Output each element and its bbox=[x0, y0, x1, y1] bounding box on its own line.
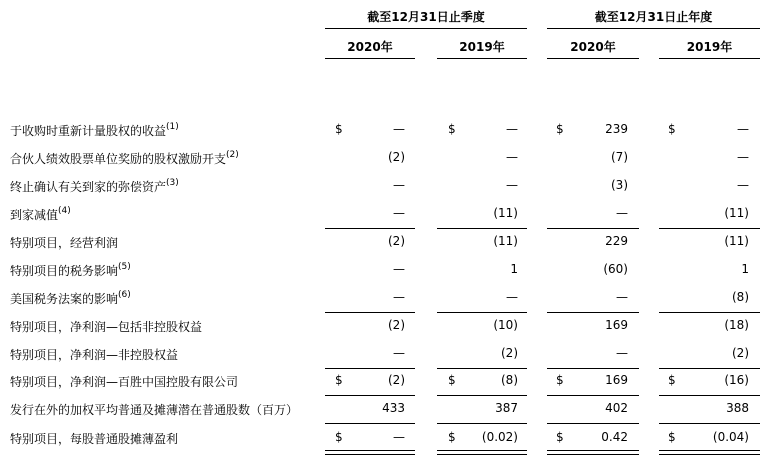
currency-symbol: $ bbox=[448, 373, 456, 387]
column-header-y-2019-rule bbox=[659, 58, 760, 59]
table-cell-value: 239 bbox=[605, 122, 628, 136]
subtotal-rule bbox=[659, 395, 760, 396]
column-header-y-2020-rule bbox=[547, 58, 639, 59]
table-cell-value: (8) bbox=[732, 290, 749, 304]
currency-symbol: $ bbox=[335, 430, 343, 444]
footnote-ref: (3) bbox=[166, 178, 179, 188]
row-label bbox=[10, 262, 131, 279]
table-cell-value: (2) bbox=[388, 234, 405, 248]
subtotal-rule bbox=[437, 312, 527, 313]
table-cell-value: (2) bbox=[388, 150, 405, 164]
table-cell-value: (18) bbox=[724, 318, 749, 332]
table-cell-value: — bbox=[506, 122, 518, 136]
subtotal-rule bbox=[547, 395, 639, 396]
table-cell-value: (2) bbox=[388, 373, 405, 387]
table-cell-value: (2) bbox=[732, 346, 749, 360]
subtotal-rule bbox=[547, 368, 639, 369]
table-cell-value: (11) bbox=[724, 234, 749, 248]
column-header-q-2020: 2020年 bbox=[347, 40, 393, 54]
currency-symbol: $ bbox=[668, 373, 676, 387]
table-cell-value: — bbox=[737, 178, 749, 192]
column-header-y-2019: 2019年 bbox=[686, 40, 733, 54]
group-header-quarter: 截至12月31日止季度 bbox=[367, 10, 485, 24]
table-cell-value: (8) bbox=[501, 373, 518, 387]
table-cell-value: (2) bbox=[388, 318, 405, 332]
row-label-text: 特别项目的税务影响 bbox=[10, 264, 119, 278]
row-label bbox=[10, 122, 179, 139]
table-cell-value: — bbox=[506, 178, 518, 192]
currency-symbol: $ bbox=[448, 430, 456, 444]
table-cell-value: 1 bbox=[510, 262, 518, 276]
row-label-text: 到家减值 bbox=[10, 208, 59, 222]
currency-symbol: $ bbox=[335, 373, 343, 387]
currency-symbol: $ bbox=[556, 430, 564, 444]
row-label bbox=[10, 178, 179, 195]
subtotal-rule bbox=[325, 368, 415, 369]
table-cell-value: — bbox=[393, 346, 405, 360]
table-cell-value: — bbox=[616, 206, 628, 220]
row-label-text: 特别项目，净利润—百胜中国控股有限公司 bbox=[10, 375, 239, 389]
table-cell-value: 0.42 bbox=[601, 430, 628, 444]
subtotal-rule bbox=[325, 395, 415, 396]
table-cell-value: — bbox=[393, 206, 405, 220]
table-cell-value: — bbox=[737, 122, 749, 136]
table-cell-value: — bbox=[393, 178, 405, 192]
group-header-year: 截至12月31日止年度 bbox=[594, 10, 713, 24]
table-cell-value: 433 bbox=[382, 401, 405, 415]
table-cell-value: (11) bbox=[493, 234, 518, 248]
table-cell-value: 169 bbox=[605, 373, 628, 387]
subtotal-rule bbox=[325, 312, 415, 313]
table-cell-value: 388 bbox=[726, 401, 749, 415]
subtotal-rule bbox=[659, 228, 760, 229]
footnote-ref: (4) bbox=[58, 206, 71, 216]
currency-symbol: $ bbox=[668, 430, 676, 444]
column-header-q-2020-rule bbox=[325, 58, 415, 59]
subtotal-rule bbox=[659, 312, 760, 313]
table-cell-value: — bbox=[393, 122, 405, 136]
footnote-ref: (1) bbox=[166, 122, 179, 132]
row-label bbox=[10, 430, 178, 447]
subtotal-rule bbox=[547, 423, 639, 424]
currency-symbol: $ bbox=[556, 373, 564, 387]
subtotal-rule bbox=[325, 423, 415, 424]
row-label bbox=[10, 150, 239, 167]
row-label-text: 特别项目，净利润—非控股权益 bbox=[10, 348, 179, 362]
row-label bbox=[10, 401, 298, 418]
row-label-text: 美国税务法案的影响 bbox=[10, 292, 119, 306]
table-cell-value: 402 bbox=[605, 401, 628, 415]
row-label bbox=[10, 346, 178, 363]
footnote-ref: (6) bbox=[118, 290, 131, 300]
table-cell-value: (11) bbox=[724, 206, 749, 220]
row-label-text: 于收购时重新计量股权的收益 bbox=[10, 124, 167, 138]
footnote-ref: (2) bbox=[226, 150, 239, 160]
table-cell-value: (16) bbox=[724, 373, 749, 387]
subtotal-rule bbox=[437, 423, 527, 424]
table-cell-value: — bbox=[506, 150, 518, 164]
row-label bbox=[10, 318, 202, 335]
row-label-text: 特别项目，经营利润 bbox=[10, 236, 119, 250]
table-cell-value: — bbox=[737, 150, 749, 164]
table-cell-value: — bbox=[616, 290, 628, 304]
table-cell-value: (11) bbox=[493, 206, 518, 220]
row-label-text: 合伙人绩效股票单位奖励的股权激励开支 bbox=[10, 152, 227, 166]
subtotal-rule bbox=[437, 228, 527, 229]
column-header-q-2019-rule bbox=[437, 58, 527, 59]
table-cell-value: (3) bbox=[611, 178, 628, 192]
table-cell-value: (0.04) bbox=[712, 430, 749, 444]
table-cell-value: (60) bbox=[603, 262, 628, 276]
table-cell-value: 1 bbox=[741, 262, 749, 276]
row-label bbox=[10, 373, 238, 390]
row-label-text: 特别项目，净利润—包括非控股权益 bbox=[10, 320, 203, 334]
table-cell-value: 387 bbox=[495, 401, 518, 415]
total-double-rule bbox=[325, 450, 415, 455]
currency-symbol: $ bbox=[556, 122, 564, 136]
subtotal-rule bbox=[437, 395, 527, 396]
group-header-quarter-rule bbox=[325, 28, 527, 29]
table-cell-value: — bbox=[616, 346, 628, 360]
subtotal-rule bbox=[659, 368, 760, 369]
subtotal-rule bbox=[547, 228, 639, 229]
table-cell-value: — bbox=[393, 262, 405, 276]
row-label bbox=[10, 234, 118, 251]
table-cell-value: (7) bbox=[611, 150, 628, 164]
currency-symbol: $ bbox=[448, 122, 456, 136]
row-label bbox=[10, 206, 71, 223]
table-cell-value: 229 bbox=[605, 234, 628, 248]
total-double-rule bbox=[437, 450, 527, 455]
table-cell-value: — bbox=[393, 290, 405, 304]
currency-symbol: $ bbox=[668, 122, 676, 136]
total-double-rule bbox=[659, 450, 760, 455]
footnote-ref: (5) bbox=[118, 262, 131, 272]
group-header-year-rule bbox=[547, 28, 760, 29]
subtotal-rule bbox=[325, 228, 415, 229]
table-cell-value: — bbox=[393, 430, 405, 444]
total-double-rule bbox=[547, 450, 639, 455]
table-cell-value: 169 bbox=[605, 318, 628, 332]
table-cell-value: (10) bbox=[493, 318, 518, 332]
column-header-q-2019: 2019年 bbox=[459, 40, 505, 54]
table-cell-value: (2) bbox=[501, 346, 518, 360]
subtotal-rule bbox=[659, 423, 760, 424]
subtotal-rule bbox=[437, 368, 527, 369]
row-label-text: 特别项目，每股普通股摊薄盈利 bbox=[10, 432, 179, 446]
row-label-text: 发行在外的加权平均普通及摊薄潜在普通股数（百万） bbox=[10, 403, 299, 417]
subtotal-rule bbox=[547, 312, 639, 313]
row-label bbox=[10, 290, 131, 307]
currency-symbol: $ bbox=[335, 122, 343, 136]
table-cell-value: — bbox=[506, 290, 518, 304]
row-label-text: 终止确认有关到家的弥偿资产 bbox=[10, 180, 167, 194]
table-cell-value: (0.02) bbox=[481, 430, 518, 444]
column-header-y-2020: 2020年 bbox=[570, 40, 616, 54]
